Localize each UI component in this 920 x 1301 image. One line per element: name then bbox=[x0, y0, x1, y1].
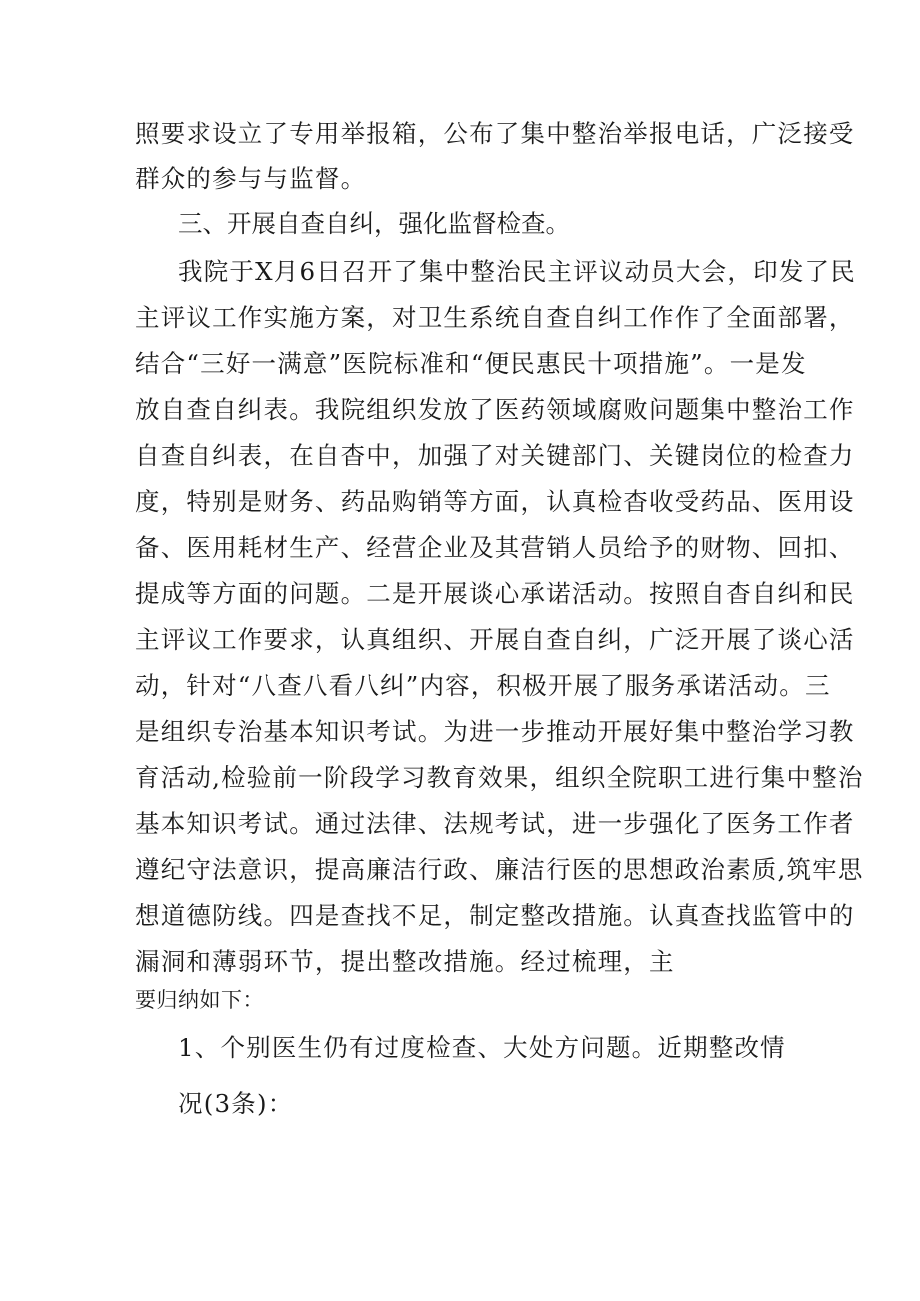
list-item: 况(3条)： bbox=[178, 1089, 294, 1118]
text-line: 动，针对“八查八看八纠”内容，积极开展了服务承诺活动。三 bbox=[135, 671, 831, 700]
text-line: 结合“三好一满意”医院标准和“便民惠民十项措施”。一是发 bbox=[135, 349, 807, 378]
text-line: 想道德防线。四是查找不足，制定整改措施。认真查找监管中的 bbox=[135, 901, 855, 930]
text-line: 漏洞和薄弱环节，提出整改措施。经过梳理，主 bbox=[135, 947, 675, 976]
text-line: 主评议工作要求，认真组织、开展自查自纠，广泛开展了谈心活 bbox=[135, 625, 855, 654]
text-line: 基本知识考试。通过法律、法规考试，进一步强化了医务工作者 bbox=[135, 809, 855, 838]
text-line: 育活动,检验前一阶段学习教育效果，组织全院职工进行集中整治 bbox=[135, 763, 864, 792]
text-line: 度，特别是财务、药品购销等方面，认真检杳收受药品、医用设 bbox=[135, 487, 855, 516]
text-line: 自查自纠表，在自杳中，加强了对关键部门、关键岗位的检查力 bbox=[135, 441, 855, 470]
text-line: 提成等方面的问题。二是开展谈心承诺活动。按照自杳自纠和民 bbox=[135, 579, 855, 608]
text-line: 我院于X月6日召开了集中整治民主评议动员大会，印发了民 bbox=[178, 257, 856, 286]
text-line: 遵纪守法意识，提高廉洁行政、廉洁行医的思想政治素质,筑牢思 bbox=[135, 855, 864, 884]
text-line: 照要求设立了专用举报箱，公布了集中整治举报电话，广泛接受 bbox=[135, 119, 855, 148]
section-heading: 三、开展自查自纠，强化监督检查。 bbox=[178, 209, 570, 238]
text-line: 要归纳如下： bbox=[135, 988, 264, 1012]
text-line: 备、医用耗材生产、经营企业及其营销人员给予的财物、回扣、 bbox=[135, 533, 855, 562]
text-line: 群众的参与与监督。 bbox=[135, 164, 367, 193]
text-line: 是组织专治基本知识考试。为进一步推动开展好集中整治学习教 bbox=[135, 717, 855, 746]
text-line: 主评议工作实施方案，对卫生系统自查自纠工作作了全面部署， bbox=[135, 303, 855, 332]
list-item: 1、个别医生仍有过度检查、大处方问题。近期整改情 bbox=[178, 1033, 786, 1062]
text-line: 放自查自纠表。我院组织发放了医药领域腐败问题集中整治工作 bbox=[135, 395, 855, 424]
